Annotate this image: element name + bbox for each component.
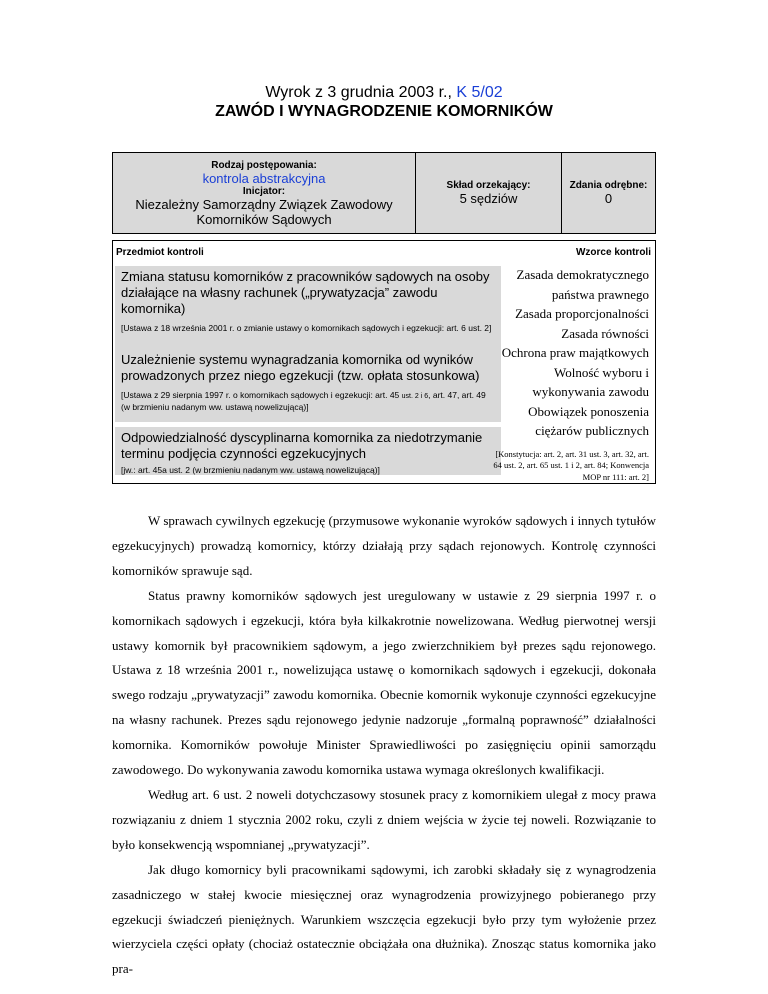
paragraph-3: Według art. 6 ust. 2 noweli dotychczasowy stosunek pracy z komornikiem ulegał z mocy prawa rozwiązaniu z dniem 1 stycznia 2002 roku, czyli z dniem wejścia w życie tej noweli. Rozwiązanie to było konsekwencją wspomnianej „prywatyzacji”.	[112, 786, 656, 852]
patterns-label: Wzorce kontroli	[575, 247, 651, 258]
control-item-ref: [jw.: art. 45a ust. 2 (w brzmieniu nadanym ww. ustawą nowelizującą)]	[121, 465, 380, 475]
initiator-value-line2: Komorników Sądowych	[196, 211, 332, 227]
control-frame	[112, 240, 656, 484]
control-item-main: Uzależnienie systemu wynagradzania komornika od wyników prowadzonych przez niego egzekucji (tzw. opłata stosunkowa)	[121, 352, 480, 383]
initiator-value-line1: Niezależny Samorządny Związek Zawodowy	[135, 196, 393, 212]
pattern-item: Zasada proporcjonalności	[515, 306, 649, 321]
dissent-value: 0	[604, 191, 613, 206]
dissent-cell	[562, 153, 655, 233]
ref-part-small: ust. 2 i 6	[401, 393, 429, 400]
dissent-label: Zdania odrębne:	[569, 180, 648, 191]
control-item-ref	[121, 390, 495, 413]
initiator-label: Inicjator:	[242, 185, 286, 197]
paragraph-1: W sprawach cywilnych egzekucję (przymusowe wykonanie wyroków sądowych i innych tytułów egzekucyjnych) prowadzą komornicy, którzy działają przy sądach rejonowych. Kontrolę czynności komorników sprawuje sąd.	[112, 513, 656, 578]
bench-cell	[416, 153, 562, 233]
control-header	[113, 241, 655, 261]
patterns-reference: [Konstytucja: art. 2, art. 31 ust. 3, art. 32, art. 64 ust. 2, art. 65 ust. 1 i 2, art. 84; Konwencja MOP nr 111: art. 2]	[493, 448, 649, 482]
subject-label: Przedmiot kontroli	[116, 247, 204, 258]
case-reference-link[interactable]: K 5/02	[456, 84, 503, 101]
pattern-item: Obowiązek ponoszenia ciężarów publicznych	[528, 403, 649, 438]
body-text	[112, 509, 656, 982]
control-item-3	[115, 427, 501, 475]
bench-label: Skład orzekający:	[446, 180, 531, 191]
proceeding-type-label: Rodzaj postępowania:	[211, 159, 317, 171]
document-title	[0, 84, 768, 102]
paragraph-2: Status prawny komorników sądowych jest uregulowany w ustawie z 29 sierpnia 1997 r. o komornikach sądowych i egzekucji, która była kilkakrotnie nowelizowana. Według pierwotnej wersji ustawy komornik był pracownikiem sądowym, a jego zwierzchnikiem był prezes sądu rejonowego. Ustawa z 18 września 2001 r., nowelizująca ustawę o komornikach sądowych i egzekucji, dokonała swego rodzaju „prywatyzacji” zawodu komornika. Obecnie komornik wykonuje czynności egzekucyjne na własny rachunek. Prezes sądu rejonowego jedynie nadzoruje „formalną poprawność” działalności komornika. Komorników powołuje Minister Sprawiedliwości po zasięgnięciu opinii samorządu zawodowego. Do wykonywania zawodu komornika ustawa wymaga określonych kwalifikacji.	[112, 587, 656, 778]
pattern-item: Zasada równości	[561, 325, 649, 341]
control-item-ref: [Ustawa z 18 września 2001 r. o zmianie ustawy o komornikach sądowych i egzekucji: art. 6 ust. 2]	[121, 323, 492, 333]
ref-part-a: [Ustawa z 29 sierpnia 1997 r. o komornikach sądowych i egzekucji: art. 45	[121, 390, 400, 400]
pattern-item: Ochrona praw majątkowych	[501, 345, 649, 360]
bench-value: 5 sędziów	[459, 191, 518, 206]
patterns-list	[493, 265, 649, 483]
control-item-2	[115, 349, 501, 422]
ref-part-b: , art. 47, art. 49 (w brzmieniu nadanym ww. ustawą nowelizującą)]	[121, 390, 486, 412]
case-summary-box	[112, 152, 656, 234]
paragraph-4: Jak długo komornicy byli pracownikami sądowymi, ich zarobki składały się z wynagrodzenia zasadniczego w stałej kwocie miesięcznej oraz wynagrodzenia prowizyjnego pobieranego przy egzekucji świadczeń pieniężnych. Warunkiem wszczęcia egzekucji było przy tym wyłożenie przez wierzyciela części opłaty (chociaż ostatecznie obciążała ona dłużnika). Znosząc status komornika jako pra-	[112, 861, 656, 977]
control-item-main: Odpowiedzialność dyscyplinarna komornika za niedotrzymanie terminu podjęcia czynności egzekucyjnych	[121, 430, 483, 461]
pattern-item: Wolność wyboru i wykonywania zawodu	[532, 364, 649, 399]
document-subtitle: ZAWÓD I WYNAGRODZENIE KOMORNIKÓW	[215, 103, 553, 120]
title-prefix: Wyrok z 3 grudnia 2003 r.,	[265, 84, 452, 101]
pattern-item: Zasada demokratycznego państwa prawnego	[516, 267, 649, 302]
proceeding-cell	[113, 153, 416, 233]
proceeding-type-link[interactable]: kontrola abstrakcyjna	[202, 170, 326, 186]
control-item-main: Zmiana statusu komorników z pracowników sądowych na osoby działające na własny rachunek („prywatyzacja” zawodu komornika)	[121, 269, 490, 316]
